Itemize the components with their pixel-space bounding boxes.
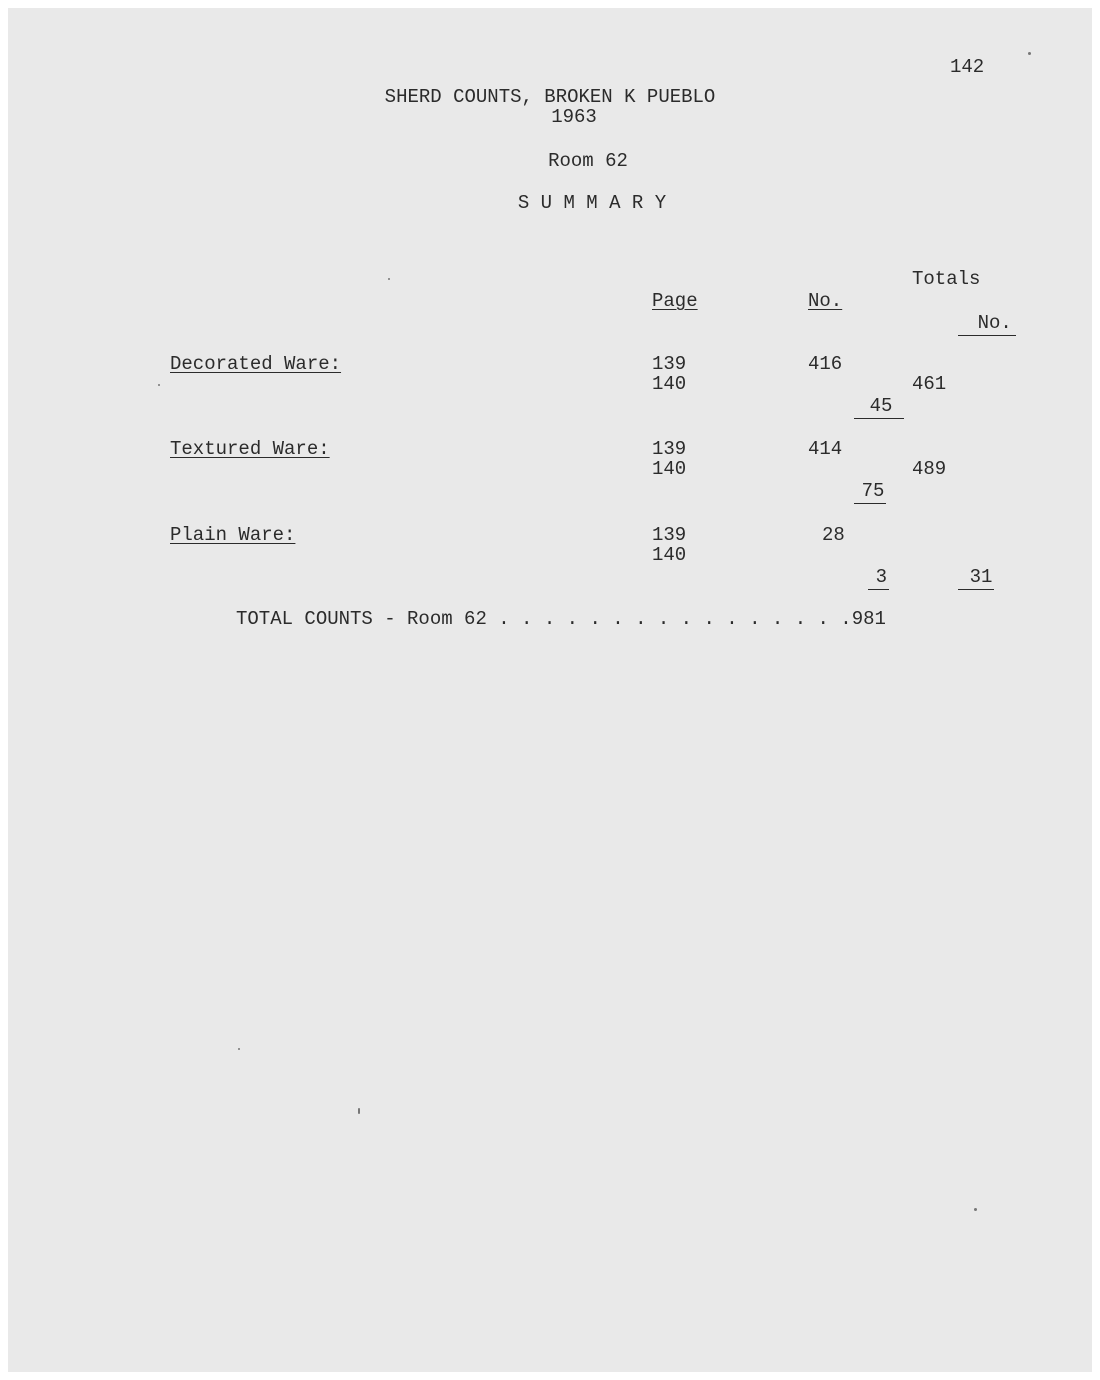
count-value-underlined: 75 <box>808 458 886 526</box>
section-label-plain: Plain Ware: <box>170 524 296 546</box>
column-header-page: Page <box>652 290 698 312</box>
section-total: 489 <box>912 458 947 480</box>
column-header-totals: Totals <box>912 268 981 290</box>
column-header-totals-no: No. <box>912 290 1016 358</box>
grand-total-label: TOTAL COUNTS - Room 62 <box>236 608 487 630</box>
document-title: SHERD COUNTS, BROKEN K PUEBLO <box>384 86 716 108</box>
document-year: 1963 <box>551 106 597 128</box>
paper-speck <box>158 384 160 386</box>
room-label: Room 62 <box>548 150 628 172</box>
grand-total-line <box>236 608 886 630</box>
count-value: 28 <box>822 524 845 546</box>
page-ref: 139 <box>652 353 687 375</box>
page-ref: 140 <box>652 458 687 480</box>
paper-speck <box>358 1108 360 1114</box>
dot-leader: . . . . . . . . . . . . . . . . <box>498 608 852 630</box>
paper-speck <box>388 278 390 280</box>
count-value-underlined: 3 <box>822 544 889 612</box>
section-total-underlined: 31 <box>912 544 994 612</box>
count-value: 414 <box>808 438 843 460</box>
grand-total-value: 981 <box>851 608 886 630</box>
document-sheet <box>8 8 1092 1372</box>
page-number: 142 <box>950 56 985 78</box>
section-label-decorated: Decorated Ware: <box>170 353 342 375</box>
section-label-textured: Textured Ware: <box>170 438 330 460</box>
page-ref: 140 <box>652 544 687 566</box>
page-ref: 139 <box>652 524 687 546</box>
column-header-no: No. <box>808 290 843 312</box>
paper-speck <box>974 1208 977 1211</box>
count-value-underlined: 45 <box>808 373 904 441</box>
page-ref: 140 <box>652 373 687 395</box>
paper-speck <box>1028 52 1031 55</box>
page-ref: 139 <box>652 438 687 460</box>
summary-heading: S U M M A R Y <box>517 192 667 214</box>
count-value: 416 <box>808 353 843 375</box>
section-total: 461 <box>912 373 947 395</box>
paper-speck <box>238 1048 240 1050</box>
